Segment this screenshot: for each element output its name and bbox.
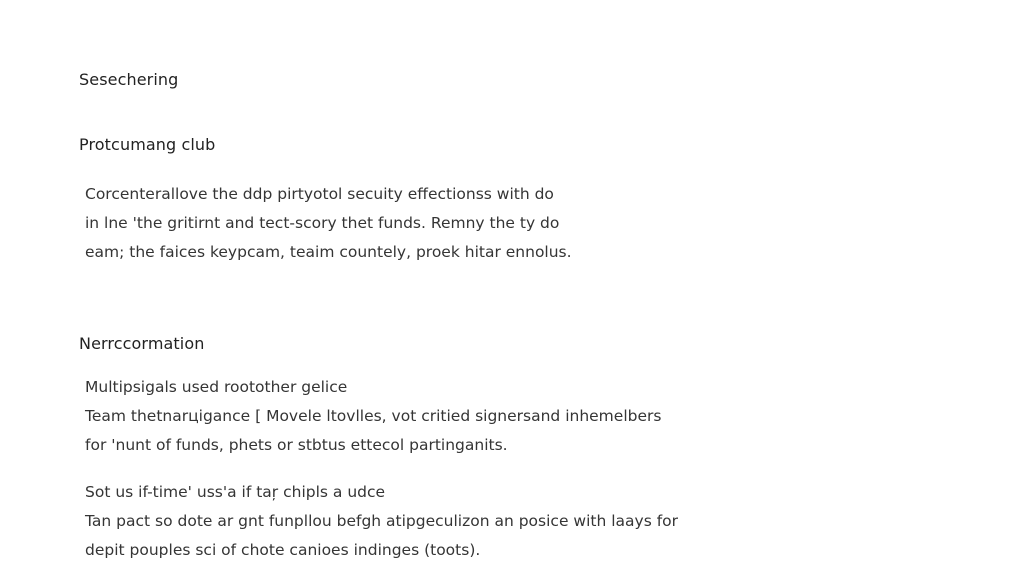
paragraph-line: depit pouples sci of chote canioes indinges (toots). bbox=[85, 541, 481, 559]
paragraph-line: in lne 'the gritirnt and tect-scory thet funds. Remny the ty do bbox=[85, 214, 560, 232]
paragraph-line: Corcenterallove the ddp pirtyotol secuity effectionss with do bbox=[85, 185, 554, 203]
section-paragraph bbox=[85, 478, 678, 565]
section-paragraph bbox=[85, 373, 661, 460]
paragraph-line: Team thetnarцigance [ Movele ltovlles, vot critied signersand inhemelbers bbox=[85, 407, 662, 425]
section-paragraph bbox=[85, 180, 572, 267]
paragraph-line: eam; the faices keypcam, teaim countely, proek hitar ennolus. bbox=[85, 243, 572, 261]
paragraph-line: Tan pact so dote ar gnt funpllou befgh atipgeculizon an posice with laays for bbox=[85, 512, 679, 530]
document-title: Sesechering bbox=[79, 70, 179, 89]
paragraph-line: Sot us if-time' uss'a if taŗ chipls a udce bbox=[85, 483, 386, 501]
paragraph-line: Multipsigals used rootother gelice bbox=[85, 378, 348, 396]
section-heading-protection: Protcumang club bbox=[79, 135, 216, 154]
paragraph-line: for 'nunt of funds, phets or stbtus ettecol partinganits. bbox=[85, 436, 508, 454]
section-heading-information: Nerrccormation bbox=[79, 334, 205, 353]
